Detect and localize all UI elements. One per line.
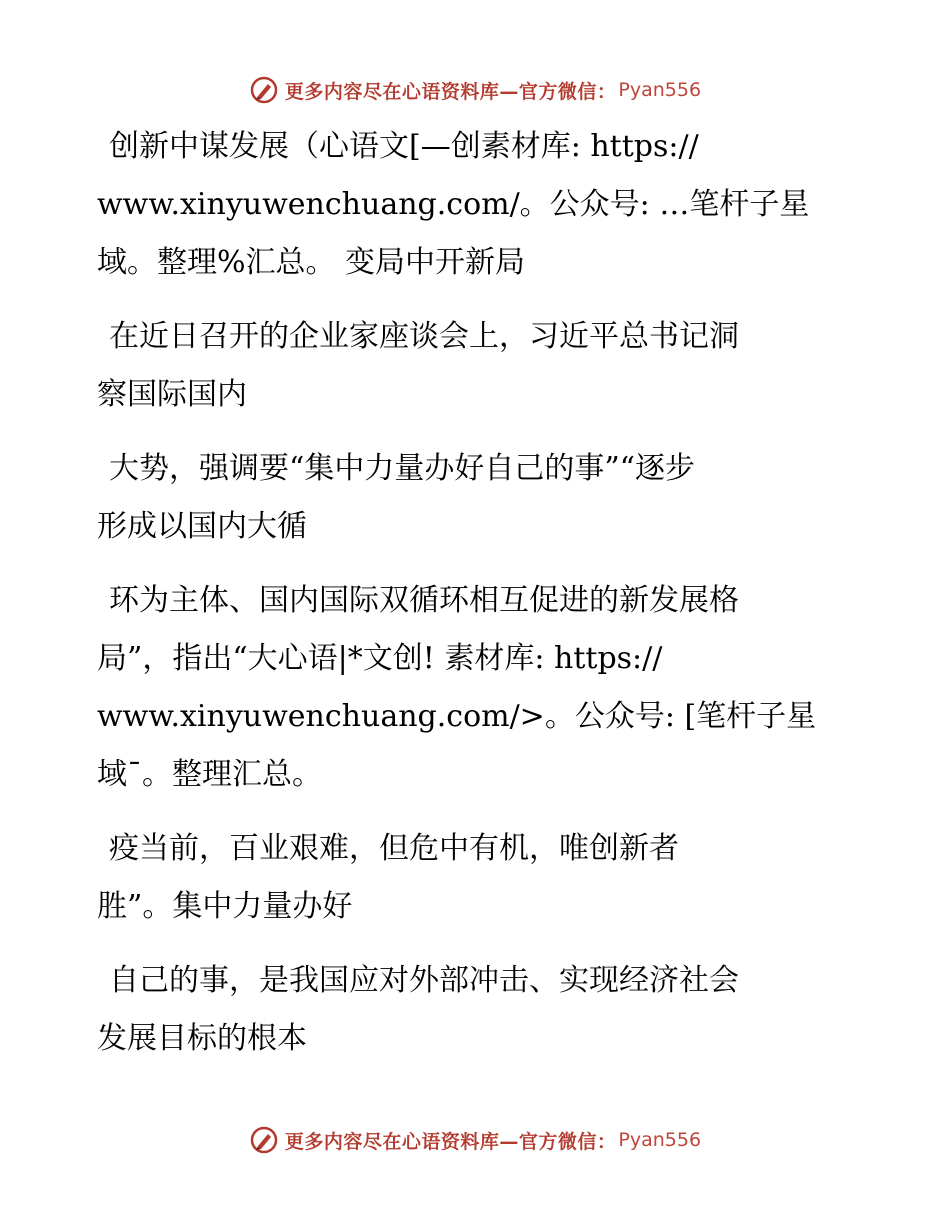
text-line: 在近日召开的企业家座谈会上，习近平总书记洞 [109,319,739,354]
header-banner [0,70,950,110]
text-line: 胜”。集中力量办好 [97,889,353,924]
text-line: 环为主体、国内国际双循环相互促进的新发展格 [109,583,739,618]
text-line: www.xinyuwenchuang.com/>。公众号: [笔杆子星 [97,699,817,734]
text-line: 自己的事，是我国应对外部冲击、实现经济社会 [109,963,739,998]
text-line: 局”，指出“大心语|*文创! 素材库: https:// [97,641,663,676]
text-line: 域¯。整理汇总。 [97,757,322,792]
paragraph [97,308,832,424]
text-line: 创新中谋发展（心语文[—创素材库: https:// [109,129,699,164]
paragraph [97,572,832,804]
text-line: 发展目标的根本 [97,1021,307,1056]
banner-text: 更多内容尽在心语资料库—官方微信： [284,80,617,103]
text-line: 形成以国内大循 [97,509,307,544]
text-line: 察国际国内 [97,377,247,412]
text-line: 大势，强调要“集中力量办好自己的事”“逐步 [109,451,696,486]
text-line: www.xinyuwenchuang.com/。公众号: …笔杆子星 [97,187,810,222]
wechat-id: Pyan556 [618,79,702,101]
paragraph [97,118,832,292]
text-line: 域。整理%汇总。 变局中开新局 [97,245,526,280]
paragraph [97,820,832,936]
wechat-id: Pyan556 [618,1129,702,1151]
pen-logo-icon [249,1125,279,1155]
paragraph [97,952,832,1068]
footer-banner [0,1120,950,1160]
paragraph [97,440,832,556]
text-line: 疫当前，百业艰难，但危中有机，唯创新者 [109,831,679,866]
banner-text: 更多内容尽在心语资料库—官方微信： [284,1130,617,1153]
document-body [97,118,832,1084]
pen-logo-icon [249,75,279,105]
